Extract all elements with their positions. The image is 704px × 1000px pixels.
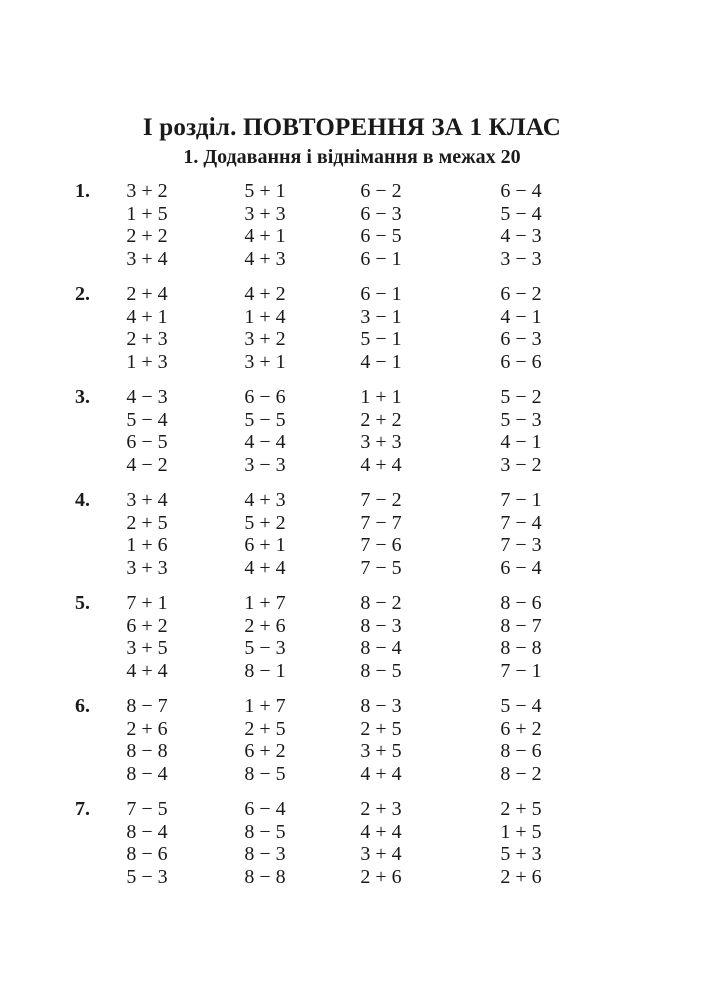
expression-column [491,592,551,682]
math-expression: 6 − 3 [500,328,542,350]
expression-column [351,386,411,476]
math-expression: 1 + 6 [126,534,168,556]
math-expression: 4 + 4 [360,453,402,476]
math-expression: 2 + 6 [244,614,286,637]
math-expression: 1 + 5 [126,202,168,225]
math-expression: 2 + 5 [360,717,402,740]
math-expression: 3 + 1 [244,350,286,373]
math-expression: 4 + 1 [126,305,168,328]
chapter-title: І розділ. ПОВТОРЕННЯ ЗА 1 КЛАС [142,114,562,141]
exercise-block [0,487,704,590]
math-expression: 6 − 1 [360,283,402,305]
exercise-number: 2. [75,283,90,305]
expression-column [235,283,295,373]
math-expression: 3 + 4 [126,247,168,270]
math-expression: 4 + 4 [244,556,286,579]
math-expression: 7 − 4 [500,511,542,534]
math-expression: 4 − 1 [500,305,542,328]
exercise-number: 4. [75,489,90,511]
expression-column [491,180,551,270]
math-expression: 1 + 7 [244,592,286,614]
expression-column [117,798,177,888]
expression-column [117,386,177,476]
math-expression: 3 + 5 [360,740,402,762]
math-expression: 3 + 2 [244,328,286,350]
math-expression: 7 − 5 [126,798,168,820]
math-expression: 6 + 2 [126,614,168,637]
math-expression: 2 + 6 [126,717,168,740]
math-expression: 7 − 1 [500,489,542,511]
math-expression: 3 − 3 [500,247,542,270]
math-expression: 2 + 4 [126,283,168,305]
expression-column [491,695,551,785]
math-expression: 5 − 3 [126,865,168,888]
math-expression: 8 − 2 [360,592,402,614]
math-expression: 7 − 7 [360,511,402,534]
exercise-number: 3. [75,386,90,408]
expression-column [351,695,411,785]
math-expression: 8 − 6 [500,740,542,762]
math-expression: 6 − 2 [500,283,542,305]
math-expression: 3 − 2 [500,453,542,476]
math-expression: 3 − 3 [244,453,286,476]
math-expression: 4 + 4 [360,762,402,785]
exercise-number: 6. [75,695,90,717]
math-expression: 4 − 3 [126,386,168,408]
expression-column [235,180,295,270]
math-expression: 8 − 5 [360,659,402,682]
math-expression: 8 − 6 [500,592,542,614]
math-expression: 2 + 3 [126,328,168,350]
math-expression: 6 − 5 [126,431,168,453]
math-expression: 2 + 5 [126,511,168,534]
math-expression: 8 − 5 [244,820,286,843]
math-expression: 3 + 3 [360,431,402,453]
exercise-number: 7. [75,798,90,820]
math-expression: 3 + 4 [126,489,168,511]
exercise-list [0,178,704,899]
math-expression: 6 − 6 [244,386,286,408]
math-expression: 4 + 2 [244,283,286,305]
math-expression: 7 − 6 [360,534,402,556]
math-expression: 8 − 7 [126,695,168,717]
expression-column [235,386,295,476]
expression-column [235,592,295,682]
math-expression: 6 − 4 [244,798,286,820]
math-expression: 5 − 3 [500,408,542,431]
math-expression: 2 + 6 [500,865,542,888]
math-expression: 8 − 8 [244,865,286,888]
math-expression: 1 + 3 [126,350,168,373]
math-expression: 2 + 5 [244,717,286,740]
math-expression: 6 − 4 [500,556,542,579]
math-expression: 8 − 7 [500,614,542,637]
math-expression: 6 + 2 [500,717,542,740]
expression-column [117,489,177,579]
math-expression: 6 − 3 [360,202,402,225]
expression-column [117,180,177,270]
math-expression: 8 − 6 [126,843,168,865]
expression-column [235,695,295,785]
math-expression: 5 − 3 [244,637,286,659]
math-expression: 5 + 1 [244,180,286,202]
exercise-block [0,281,704,384]
math-expression: 4 + 3 [244,489,286,511]
math-expression: 4 + 1 [244,225,286,247]
math-expression: 4 − 4 [244,431,286,453]
math-expression: 1 + 4 [244,305,286,328]
exercise-number: 5. [75,592,90,614]
math-expression: 5 − 4 [500,695,542,717]
exercise-block [0,590,704,693]
expression-column [351,592,411,682]
math-expression: 6 + 1 [244,534,286,556]
math-expression: 4 + 4 [126,659,168,682]
math-expression: 5 + 3 [500,843,542,865]
math-expression: 2 + 5 [500,798,542,820]
math-expression: 6 − 4 [500,180,542,202]
math-expression: 1 + 1 [360,386,402,408]
expression-column [235,489,295,579]
exercise-number: 1. [75,180,90,202]
math-expression: 8 − 8 [500,637,542,659]
math-expression: 7 + 1 [126,592,168,614]
math-expression: 8 − 4 [360,637,402,659]
math-expression: 4 − 1 [500,431,542,453]
math-expression: 3 + 3 [244,202,286,225]
expression-column [117,695,177,785]
math-expression: 1 + 5 [500,820,542,843]
expression-column [117,592,177,682]
exercise-block [0,178,704,281]
math-expression: 8 − 3 [360,614,402,637]
math-expression: 6 − 5 [360,225,402,247]
expression-column [117,283,177,373]
math-expression: 5 − 4 [500,202,542,225]
expression-column [235,798,295,888]
math-expression: 8 − 8 [126,740,168,762]
math-expression: 7 − 3 [500,534,542,556]
expression-column [351,798,411,888]
expression-column [491,386,551,476]
math-expression: 8 − 5 [244,762,286,785]
math-expression: 5 − 2 [500,386,542,408]
math-expression: 8 − 3 [244,843,286,865]
expression-column [351,180,411,270]
expression-column [351,489,411,579]
exercise-block [0,384,704,487]
expression-column [491,489,551,579]
math-expression: 7 − 2 [360,489,402,511]
math-expression: 3 + 4 [360,843,402,865]
math-expression: 5 − 1 [360,328,402,350]
math-expression: 8 − 1 [244,659,286,682]
math-expression: 5 − 5 [244,408,286,431]
math-expression: 8 − 3 [360,695,402,717]
expression-column [491,798,551,888]
math-expression: 2 + 2 [126,225,168,247]
math-expression: 6 − 1 [360,247,402,270]
math-expression: 2 + 6 [360,865,402,888]
math-expression: 2 + 3 [360,798,402,820]
math-expression: 6 − 2 [360,180,402,202]
math-expression: 5 − 4 [126,408,168,431]
math-expression: 8 − 2 [500,762,542,785]
math-expression: 8 − 4 [126,762,168,785]
math-expression: 3 + 3 [126,556,168,579]
math-expression: 3 + 2 [126,180,168,202]
math-expression: 4 + 4 [360,820,402,843]
math-expression: 5 + 2 [244,511,286,534]
math-expression: 2 + 2 [360,408,402,431]
exercise-block [0,796,704,899]
math-expression: 4 + 3 [244,247,286,270]
expression-column [351,283,411,373]
math-expression: 6 − 6 [500,350,542,373]
math-expression: 3 + 5 [126,637,168,659]
math-expression: 1 + 7 [244,695,286,717]
math-expression: 8 − 4 [126,820,168,843]
section-title: 1. Додавання і віднімання в межах 20 [183,146,521,168]
math-expression: 7 − 1 [500,659,542,682]
exercise-block [0,693,704,796]
math-expression: 6 + 2 [244,740,286,762]
expression-column [491,283,551,373]
math-expression: 7 − 5 [360,556,402,579]
math-expression: 3 − 1 [360,305,402,328]
math-expression: 4 − 2 [126,453,168,476]
math-expression: 4 − 3 [500,225,542,247]
math-expression: 4 − 1 [360,350,402,373]
